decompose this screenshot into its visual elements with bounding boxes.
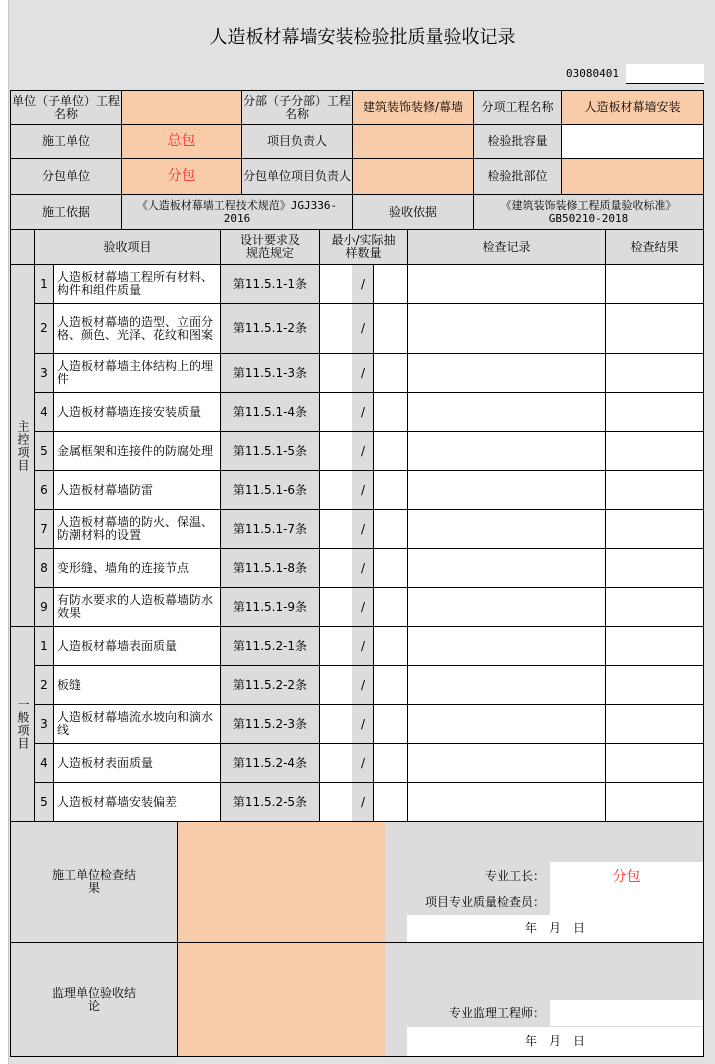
unit-label: 单位（子单位）工程名称 [10, 90, 122, 125]
item-name: 人造板材幕墙安装偏差 [53, 782, 221, 822]
check-result[interactable] [605, 392, 704, 432]
sub-label: 分包单位 [10, 158, 122, 195]
general-group-text: 一般项目 [16, 698, 30, 750]
item-name: 人造板材幕墙主体结构上的埋件 [53, 353, 221, 393]
check-record[interactable] [407, 587, 606, 627]
sample-divider: / [352, 431, 374, 471]
sample-actual[interactable] [373, 704, 408, 744]
item-no: 4 [34, 743, 54, 783]
general-group-label [10, 626, 35, 822]
item-spec: 第11.5.1-3条 [220, 353, 320, 393]
sample-actual[interactable] [373, 431, 408, 471]
check-result[interactable] [605, 665, 704, 705]
batch-capacity-label: 检验批容量 [473, 124, 562, 159]
subitem-label: 分项工程名称 [473, 90, 562, 125]
form-title: 人造板材幕墙安装检验批质量验收记录 [209, 27, 516, 48]
sample-min[interactable] [319, 470, 353, 510]
contractor-label: 施工单位 [10, 124, 122, 159]
sample-actual[interactable] [373, 743, 408, 783]
item-no: 3 [34, 704, 54, 744]
sample-divider: / [352, 509, 374, 549]
supervisor-conclusion-label: 监理单位验收结论 [10, 942, 178, 1057]
sample-actual[interactable] [373, 392, 408, 432]
check-record[interactable] [407, 548, 606, 588]
foreman-value[interactable]: 分包 [550, 862, 703, 892]
check-result[interactable] [605, 782, 704, 822]
basis-value: 《人造板材幕墙工程技术规范》JGJ336-2016 [121, 194, 353, 230]
supervisor-engineer-value[interactable] [550, 1000, 703, 1026]
check-result[interactable] [605, 743, 704, 783]
sample-min[interactable] [319, 353, 353, 393]
item-no: 2 [34, 665, 54, 705]
item-name: 金属框架和连接件的防腐处理 [53, 431, 221, 471]
item-spec: 第11.5.1-8条 [220, 548, 320, 588]
contractor-check-value[interactable] [177, 821, 386, 943]
check-result[interactable] [605, 431, 704, 471]
sample-divider: / [352, 743, 374, 783]
sample-min[interactable] [319, 264, 353, 304]
contractor-date[interactable]: 年 月 日 [407, 915, 703, 942]
sample-actual[interactable] [373, 264, 408, 304]
sample-divider: / [352, 303, 374, 354]
sample-min[interactable] [319, 392, 353, 432]
batch-location-value[interactable] [561, 158, 704, 195]
basis-label: 施工依据 [10, 194, 122, 230]
sample-actual[interactable] [373, 470, 408, 510]
check-record[interactable] [407, 392, 606, 432]
item-name: 人造板材幕墙表面质量 [53, 626, 221, 666]
col-record: 检查记录 [407, 229, 606, 265]
sub-pm-label: 分包单位项目负责人 [241, 158, 353, 195]
item-no: 2 [34, 303, 54, 354]
item-no: 8 [34, 548, 54, 588]
sample-min[interactable] [319, 431, 353, 471]
check-record[interactable] [407, 303, 606, 354]
check-result[interactable] [605, 626, 704, 666]
sample-divider: / [352, 264, 374, 304]
sample-actual[interactable] [373, 665, 408, 705]
col-sample: 最小/实际抽样数量 [319, 229, 408, 265]
check-record[interactable] [407, 470, 606, 510]
item-spec: 第11.5.1-6条 [220, 470, 320, 510]
sample-min[interactable] [319, 548, 353, 588]
contractor-value[interactable]: 总包 [121, 124, 242, 159]
sub-value[interactable]: 分包 [121, 158, 242, 195]
form-code-input[interactable] [626, 64, 704, 84]
check-result[interactable] [605, 264, 704, 304]
sample-min[interactable] [319, 587, 353, 627]
item-name: 人造板材幕墙流水坡向和滴水线 [53, 704, 221, 744]
item-name: 人造板材幕墙连接安装质量 [53, 392, 221, 432]
item-spec: 第11.5.2-4条 [220, 743, 320, 783]
item-no: 5 [34, 782, 54, 822]
supervisor-engineer-label: 专业监理工程师： [448, 1005, 545, 1020]
item-name: 有防水要求的人造板幕墙防水效果 [53, 587, 221, 627]
acceptance-basis-value: 《建筑装饰装修工程质量验收标准》GB50210-2018 [473, 194, 704, 230]
item-spec: 第11.5.2-2条 [220, 665, 320, 705]
check-result[interactable] [605, 548, 704, 588]
sample-min[interactable] [319, 509, 353, 549]
item-spec: 第11.5.1-9条 [220, 587, 320, 627]
main-group-label [10, 264, 35, 627]
acceptance-basis-label: 验收依据 [352, 194, 474, 230]
sample-actual[interactable] [373, 303, 408, 354]
check-record[interactable] [407, 665, 606, 705]
inspector-label: 项目专业质量检查员： [424, 894, 545, 909]
item-spec: 第11.5.2-5条 [220, 782, 320, 822]
item-spec: 第11.5.1-7条 [220, 509, 320, 549]
sample-min[interactable] [319, 743, 353, 783]
check-result[interactable] [605, 704, 704, 744]
sample-min[interactable] [319, 626, 353, 666]
contractor-check-label: 施工单位检查结果 [10, 821, 178, 943]
foreman-label: 专业工长： [484, 868, 545, 883]
check-record[interactable] [407, 509, 606, 549]
unit-value[interactable] [121, 90, 242, 125]
sample-divider: / [352, 704, 374, 744]
supervisor-conclusion-value[interactable] [177, 942, 386, 1057]
group-header-blank [10, 229, 35, 265]
check-result[interactable] [605, 509, 704, 549]
check-record[interactable] [407, 264, 606, 304]
row-header-strip [0, 0, 9, 1064]
batch-capacity-value[interactable] [561, 124, 704, 159]
item-name: 人造板材表面质量 [53, 743, 221, 783]
division-label: 分部（子分部）工程名称 [241, 90, 353, 125]
item-spec: 第11.5.1-1条 [220, 264, 320, 304]
subitem-value[interactable]: 人造板材幕墙安装 [561, 90, 704, 125]
sample-divider: / [352, 353, 374, 393]
sample-divider: / [352, 587, 374, 627]
check-result[interactable] [605, 470, 704, 510]
sample-divider: / [352, 548, 374, 588]
inspector-value[interactable] [550, 890, 703, 915]
item-spec: 第11.5.2-1条 [220, 626, 320, 666]
sample-min[interactable] [319, 665, 353, 705]
pm-value[interactable] [352, 124, 474, 159]
check-result[interactable] [605, 587, 704, 627]
item-no: 6 [34, 470, 54, 510]
item-no: 5 [34, 431, 54, 471]
item-name: 人造板材幕墙的造型、立面分格、颜色、光泽、花纹和图案 [53, 303, 221, 354]
item-spec: 第11.5.1-4条 [220, 392, 320, 432]
sample-divider: / [352, 626, 374, 666]
item-spec: 第11.5.1-5条 [220, 431, 320, 471]
item-name: 人造板材幕墙的防火、保温、防潮材料的设置 [53, 509, 221, 549]
sample-min[interactable] [319, 782, 353, 822]
col-result: 检查结果 [605, 229, 704, 265]
item-spec: 第11.5.1-2条 [220, 303, 320, 354]
check-record[interactable] [407, 704, 606, 744]
sample-min[interactable] [319, 704, 353, 744]
check-record[interactable] [407, 353, 606, 393]
sample-actual[interactable] [373, 548, 408, 588]
item-no: 1 [34, 264, 54, 304]
col-item: 验收项目 [34, 229, 221, 265]
check-record[interactable] [407, 431, 606, 471]
sample-divider: / [352, 782, 374, 822]
sample-min[interactable] [319, 303, 353, 354]
form-code: 03080401 [566, 67, 619, 80]
col-spec: 设计要求及规范规定 [220, 229, 320, 265]
batch-location-label: 检验批部位 [473, 158, 562, 195]
main-group-text: 主控项目 [16, 419, 30, 472]
sample-actual[interactable] [373, 626, 408, 666]
sample-divider: / [352, 392, 374, 432]
supervisor-date[interactable]: 年 月 日 [407, 1027, 703, 1056]
sample-actual[interactable] [373, 782, 408, 822]
item-no: 9 [34, 587, 54, 627]
pm-label: 项目负责人 [241, 124, 353, 159]
check-record[interactable] [407, 782, 606, 822]
sample-divider: / [352, 665, 374, 705]
sub-pm-value[interactable] [352, 158, 474, 195]
sample-actual[interactable] [373, 587, 408, 627]
sample-actual[interactable] [373, 509, 408, 549]
item-name: 人造板材幕墙防雷 [53, 470, 221, 510]
sample-actual[interactable] [373, 353, 408, 393]
item-spec: 第11.5.2-3条 [220, 704, 320, 744]
item-no: 4 [34, 392, 54, 432]
sample-divider: / [352, 470, 374, 510]
item-no: 7 [34, 509, 54, 549]
item-no: 1 [34, 626, 54, 666]
check-result[interactable] [605, 353, 704, 393]
item-name: 变形缝、墙角的连接节点 [53, 548, 221, 588]
check-record[interactable] [407, 626, 606, 666]
item-name: 人造板材幕墙工程所有材料、构件和组件质量 [53, 264, 221, 304]
item-name: 板缝 [53, 665, 221, 705]
check-record[interactable] [407, 743, 606, 783]
check-result[interactable] [605, 303, 704, 354]
item-no: 3 [34, 353, 54, 393]
division-value[interactable]: 建筑装饰装修/幕墙 [352, 90, 474, 125]
